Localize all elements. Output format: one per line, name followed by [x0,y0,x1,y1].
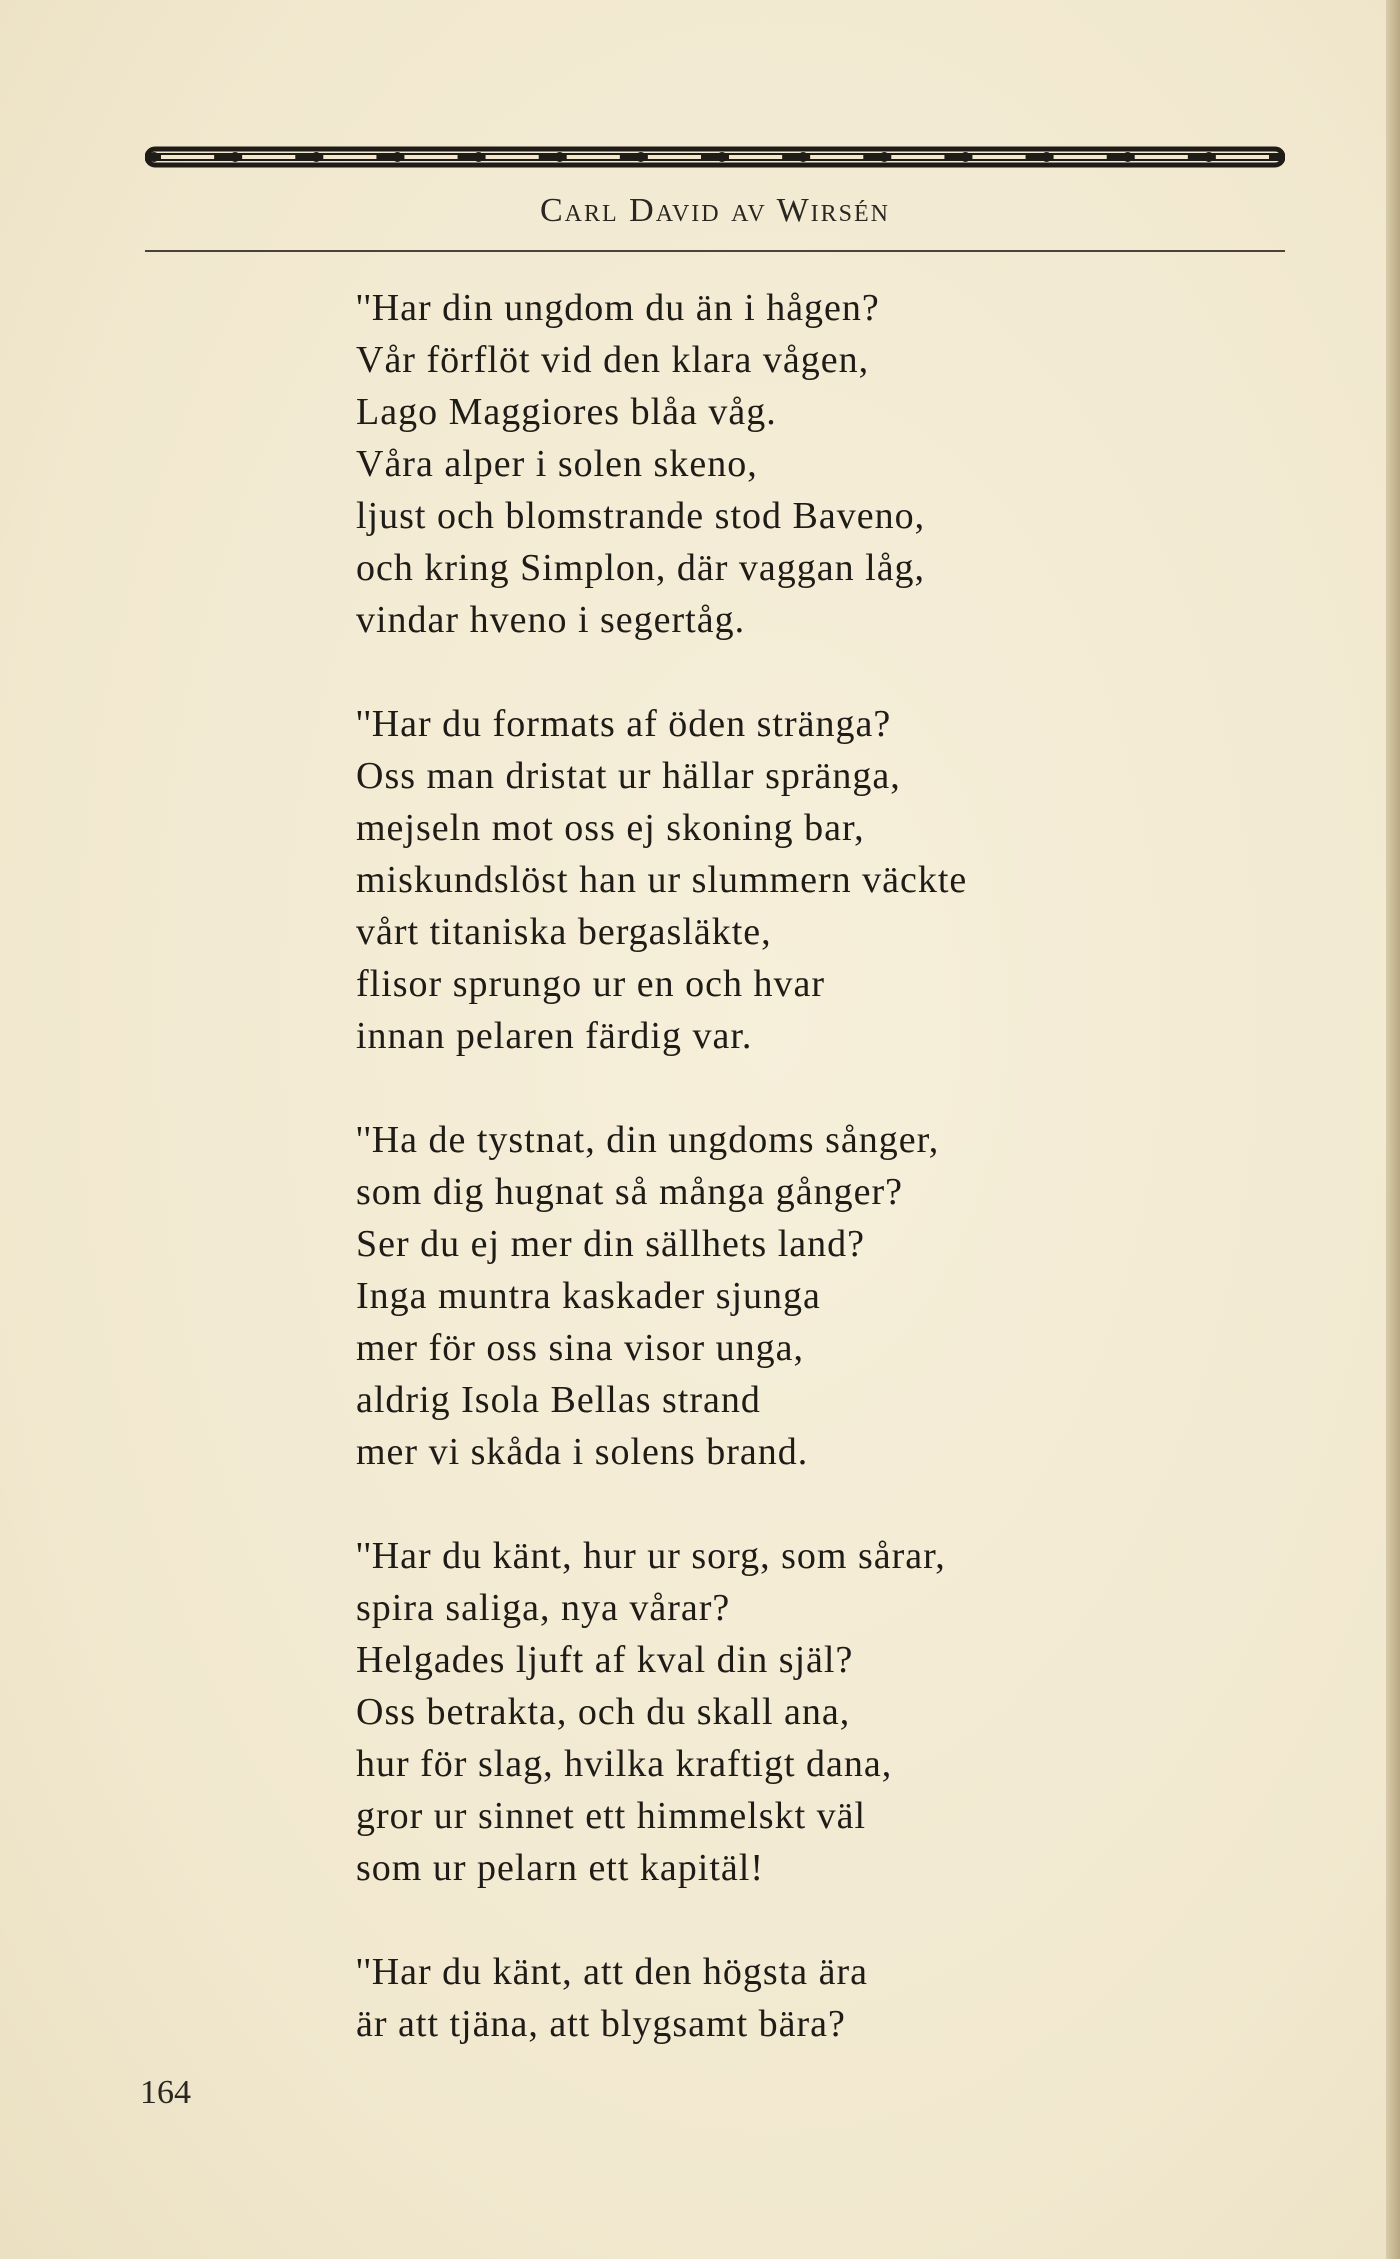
poem-line: flisor sprungo ur en och hvar [356,963,826,1005]
stanza [356,698,1216,1062]
poem-line: ''Har du formats af öden stränga? [356,703,892,745]
poem-line: aldrig Isola Bellas strand [356,1379,761,1421]
poem-line: och kring Simplon, där vaggan låg, [356,547,926,589]
page-edge-shadow [1386,0,1400,2259]
poem-line: spira saliga, nya vårar? [356,1587,731,1629]
poem-line: Lago Maggiores blåa våg. [356,391,777,433]
poem-line: miskundslöst han ur slummern väckte [356,859,968,901]
poem-line: är att tjäna, att blygsamt bära? [356,2003,846,2045]
poem-line: Inga muntra kaskader sjunga [356,1275,821,1317]
running-head: Carl David av Wirsén [539,192,890,229]
poem-line: mer vi skåda i solens brand. [356,1431,809,1473]
poem-line: vindar hveno i segertåg. [356,599,746,641]
poem-line: Helgades ljuft af kval din själ? [356,1639,854,1681]
poem-line: vårt titaniska bergasläkte, [356,911,772,953]
poem-line: mejseln mot oss ej skoning bar, [356,807,865,849]
page-number: 164 [140,2074,191,2111]
poem-line: gror ur sinnet ett himmelskt väl [356,1795,867,1837]
poem-line: Vår förflöt vid den klara vågen, [356,339,870,381]
poem-line: hur för slag, hvilka kraftigt dana, [356,1743,893,1785]
poem-line: innan pelaren färdig var. [356,1015,753,1057]
poem-line: Ser du ej mer din sällhets land? [356,1223,865,1265]
poem-line: som dig hugnat så många gånger? [356,1171,904,1213]
stanza [356,1114,1216,1478]
poem-line: ''Har din ungdom du än i hågen? [356,287,880,329]
header-rule [145,250,1285,252]
stanza [356,282,1216,646]
decorative-chain-border-icon [145,144,1285,170]
stanza [356,1530,1216,1894]
poem-line: ''Har du känt, hur ur sorg, som sårar, [356,1535,946,1577]
poem-body [356,282,1216,2102]
poem-line: Våra alper i solen skeno, [356,443,758,485]
poem-line: Oss man dristat ur hällar spränga, [356,755,901,797]
poem-line: Oss betrakta, och du skall ana, [356,1691,851,1733]
stanza [356,1946,1216,2050]
poem-line: mer för oss sina visor unga, [356,1327,805,1369]
poem-line: som ur pelarn ett kapitäl! [356,1847,764,1889]
poem-line: ''Ha de tystnat, din ungdoms sånger, [356,1119,940,1161]
poem-line: ljust och blomstrande stod Baveno, [356,495,926,537]
poem-line: ''Har du känt, att den högsta ära [356,1951,869,1993]
